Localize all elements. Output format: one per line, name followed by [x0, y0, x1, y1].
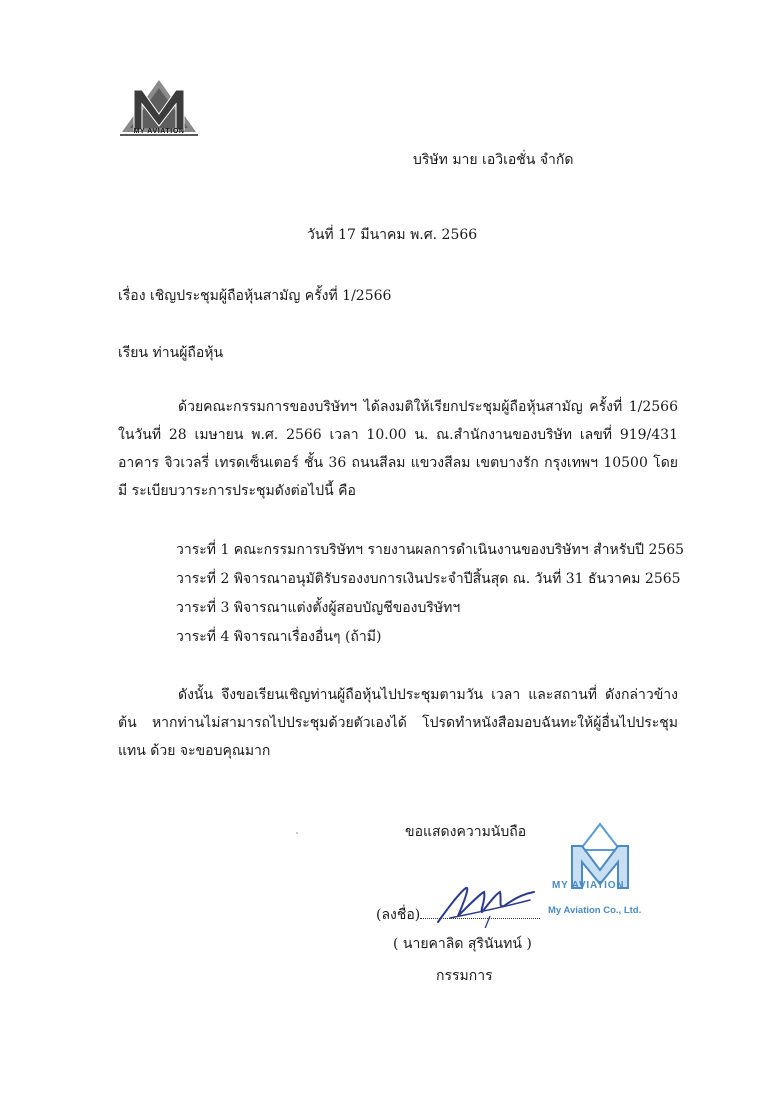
closing-text: ขอแสดงความนับถือ	[405, 824, 527, 840]
letter-subject: เรื่อง เชิญประชุมผู้ถือหุ้นสามัญ ครั้งที่ 1/2566	[118, 288, 392, 304]
agenda-item-4: วาระที่ 4 พิจารณาเรื่องอื่นๆ (ถ้ามี)	[176, 629, 382, 645]
company-name: บริษัท มาย เอวิเอชั่น จำกัด	[413, 152, 574, 168]
logo-text: MY AVIATION	[133, 128, 185, 135]
agenda-item-1: วาระที่ 1 คณะกรรมการบริษัทฯ รายงานผลการดำเนินงานของบริษัทฯ สำหรับปี 2565	[176, 542, 685, 558]
stamp-text-line1: MY AVIATION	[552, 880, 625, 891]
agenda-item-2: วาระที่ 2 พิจารณาอนุมัติรับรองงบการเงินประจำปีสิ้นสุด ณ. วันที่ 31 ธันวาคม 2565	[176, 571, 681, 587]
signer-position: กรรมการ	[436, 968, 493, 984]
sign-label: (ลงชื่อ)	[376, 907, 421, 923]
stamp-text-line2: My Aviation Co., Ltd.	[548, 905, 642, 916]
letter-salutation: เรียน ท่านผู้ถือหุ้น	[118, 345, 224, 361]
agenda-item-3: วาระที่ 3 พิจารณาแต่งตั้งผู้สอบบัญชีของบริษัทฯ	[176, 600, 461, 616]
signer-name: ( นายคาลิด สุรินันทน์ )	[393, 936, 532, 952]
signature-dotted-line	[420, 904, 540, 919]
body-paragraph-2: ดังนั้น จึงขอเรียนเชิญท่านผู้ถือหุ้นไปประชุมตามวัน เวลา และสถานที่ ดังกล่าวข้างต้น หากท่านไม่สามารถไปประชุมด้วยตัวเองได้ โปรดทำหนังสือมอบฉันทะให้ผู้อื่นไปประชุมแทน ด้วย จะขอบคุณมาก	[118, 687, 678, 759]
signature-line	[376, 904, 540, 925]
body-paragraph-1: ด้วยคณะกรรมการของบริษัทฯ ได้ลงมติให้เรียกประชุมผู้ถือหุ้นสามัญ ครั้งที่ 1/2566 ในวันที่ 28 เมษายน พ.ศ. 2566 เวลา 10.00 น. ณ.สำนักงานของบริษัท เลขที่ 919/431 อาคาร จิวเวลรี่ เทรดเซ็นเตอร์ ชั้น 36 ถนนสีลม แขวงสีลม เขตบางรัก กรุงเทพฯ 10500 โดยมี ระเบียบวาระการประชุมดังต่อไปนี้ คือ	[118, 399, 678, 499]
letter-date: วันที่ 17 มีนาคม พ.ศ. 2566	[307, 227, 478, 243]
scan-speck	[296, 832, 298, 834]
